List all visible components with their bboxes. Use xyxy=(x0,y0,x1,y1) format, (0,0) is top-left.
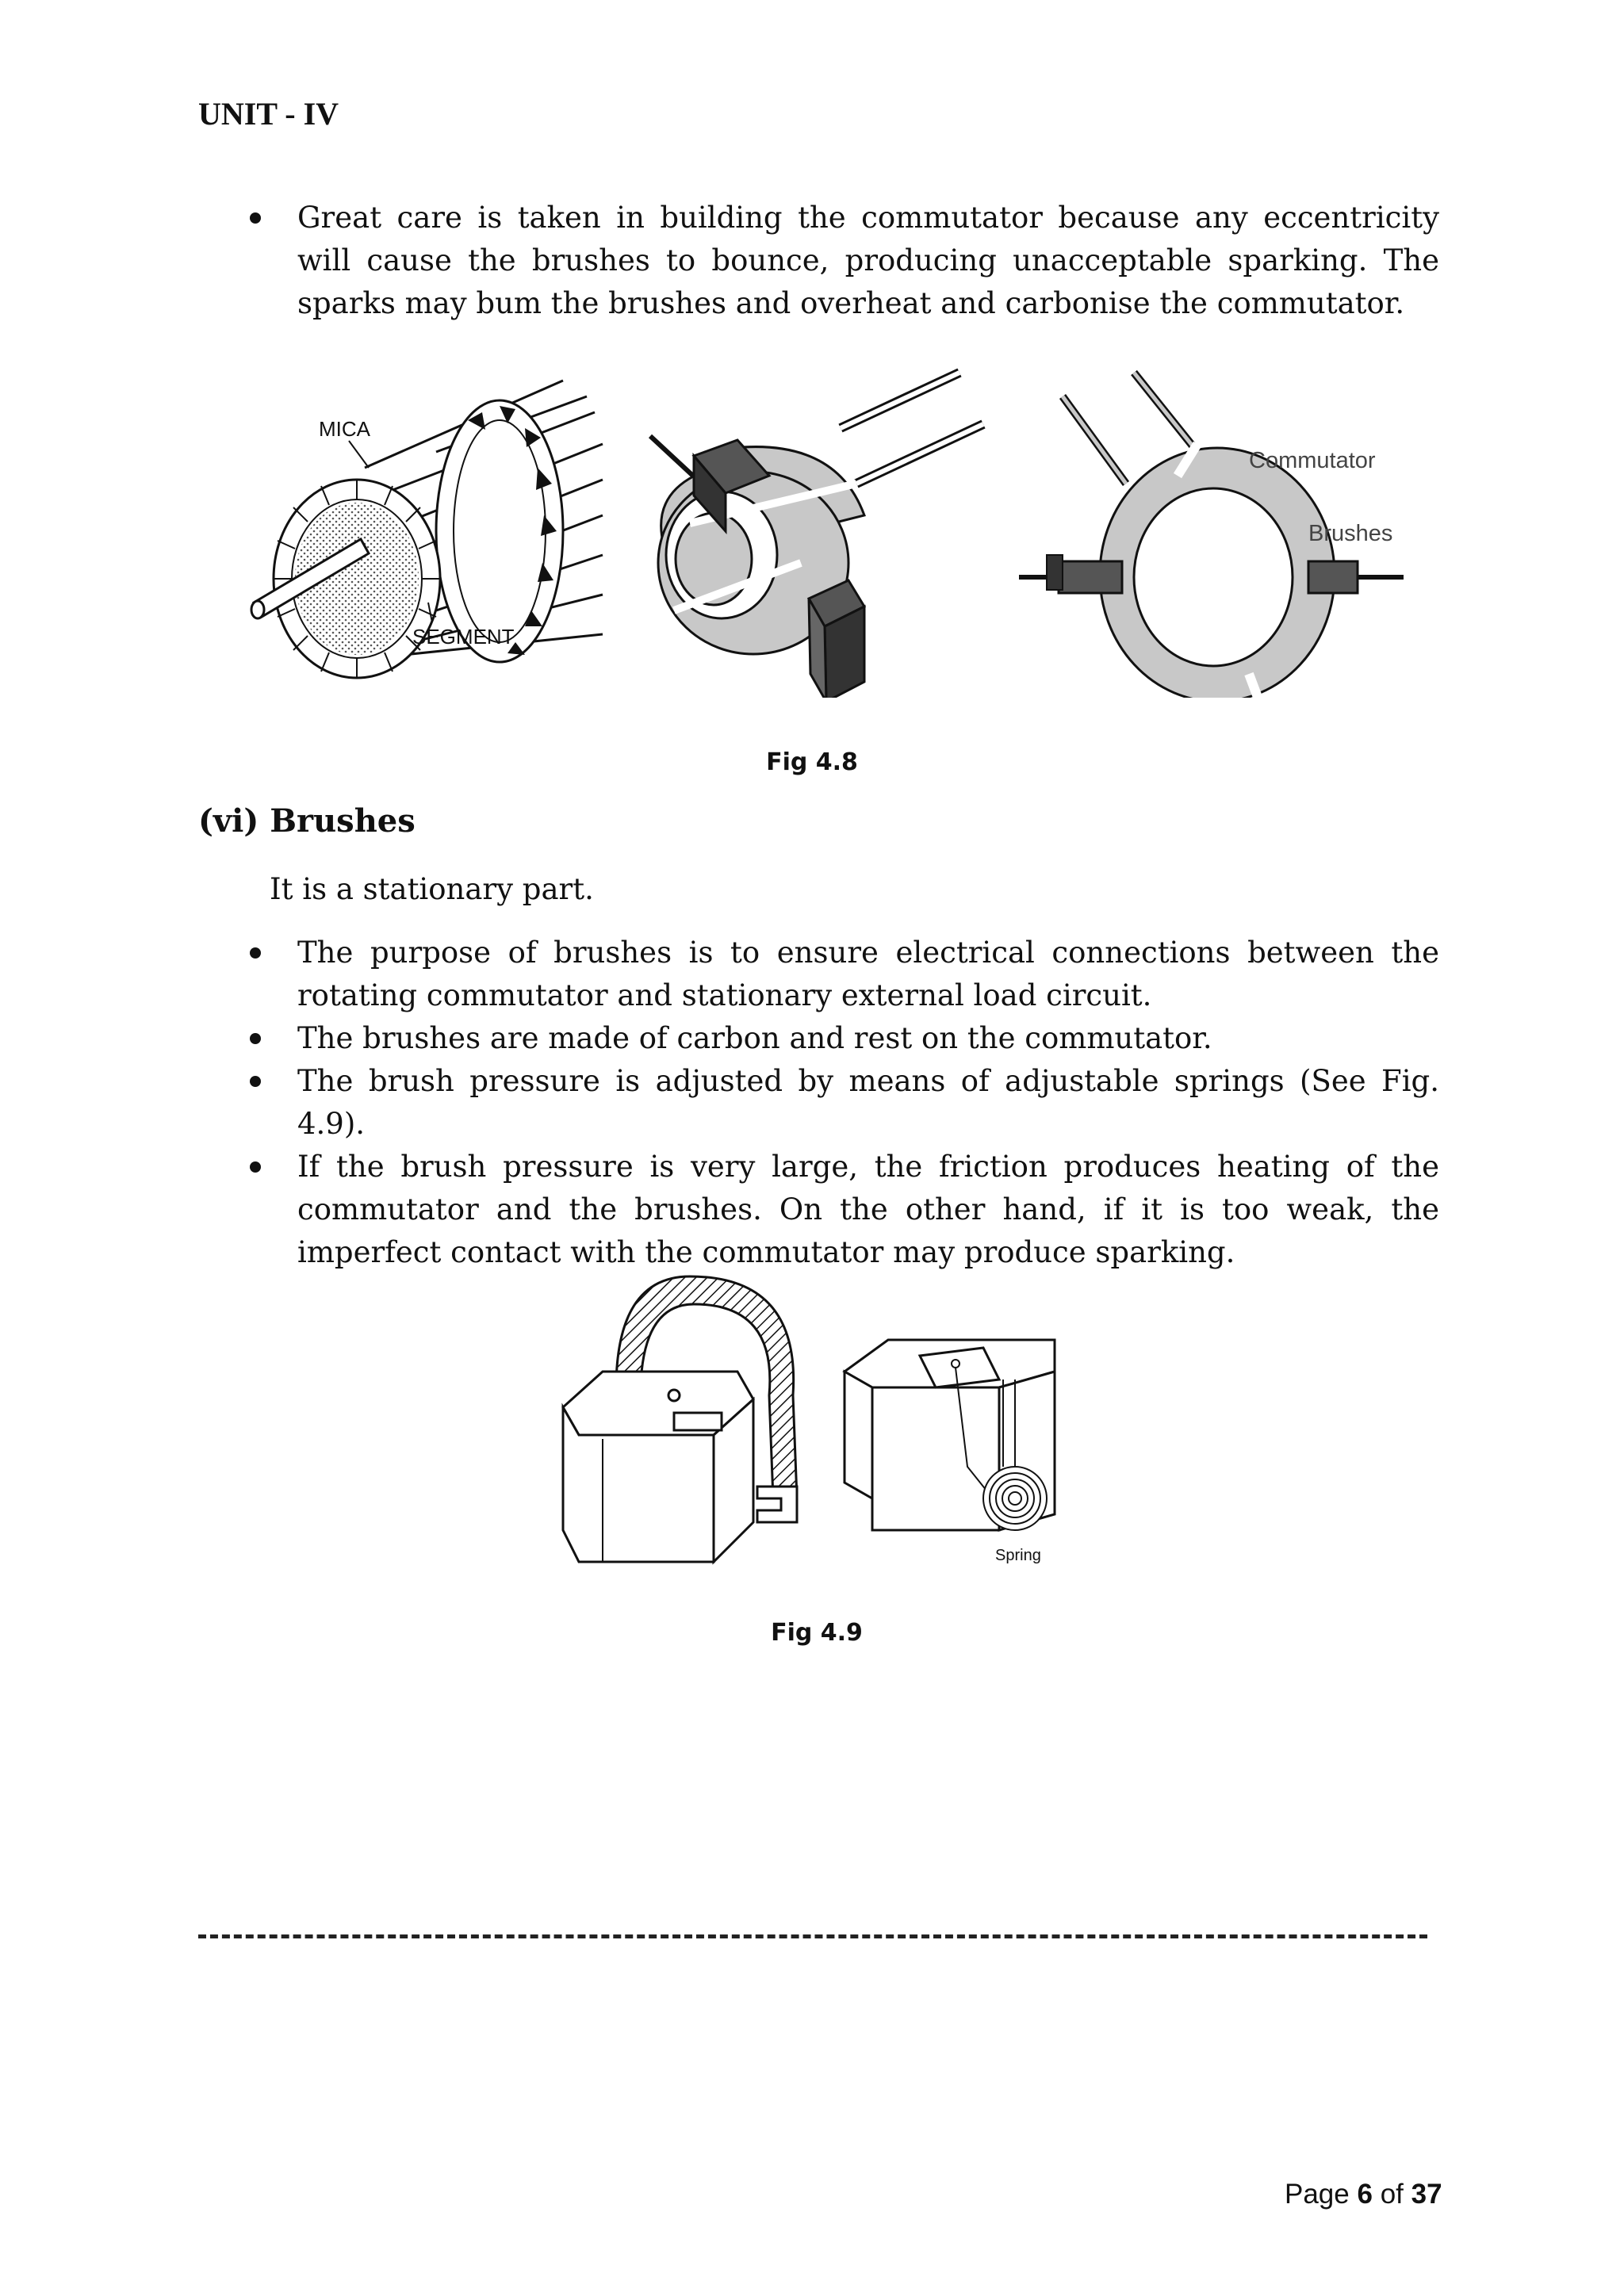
intro-bullet-list xyxy=(297,197,1439,325)
page-current: 6 xyxy=(1357,2179,1373,2210)
page-prefix: Page xyxy=(1285,2179,1350,2210)
page-total: 37 xyxy=(1411,2179,1442,2210)
footer-divider xyxy=(198,1934,1427,1938)
label-brushes: Brushes xyxy=(1308,521,1393,546)
figure-4-9 xyxy=(555,1261,1071,1594)
brushes-bullet-item: The brush pressure is adjusted by means of adjustable springs (See Fig. 4.9). xyxy=(297,1060,1439,1146)
brushes-bullet-item: If the brush pressure is very large, the friction produces heating of the commutator and the brushes. On the other hand, if it is too weak, the imperfect contact with the commutator may produce sparking. xyxy=(297,1146,1439,1274)
unit-title: UNIT - IV xyxy=(198,96,339,132)
carbon-brush-diagram xyxy=(563,1276,797,1562)
label-commutator: Commutator xyxy=(1249,448,1376,473)
brushes-bullet-item: The brushes are made of carbon and rest on the commutator. xyxy=(297,1017,1439,1060)
figure-4-8-caption: Fig 4.8 xyxy=(766,748,858,776)
brushes-bullet-list xyxy=(297,932,1439,1274)
figure-4-8 xyxy=(230,365,1427,698)
label-spring: Spring xyxy=(995,1547,1041,1564)
section-heading: (vi) Brushes xyxy=(198,802,416,840)
brush-holder-spring-diagram xyxy=(845,1340,1055,1564)
commutator-cutaway-diagram xyxy=(251,381,603,678)
page-number xyxy=(1285,2179,1442,2210)
figure-4-9-caption: Fig 4.9 xyxy=(771,1619,863,1647)
label-mica: MICA xyxy=(319,417,370,441)
split-ring-brushes-diagram xyxy=(650,373,983,698)
label-segment: SEGMENT xyxy=(412,625,515,649)
section-intro: It is a stationary part. xyxy=(270,872,594,906)
intro-bullet-item: Great care is taken in building the commutator because any eccentricity will cause the brushes to bounce, producing unacceptable sparking. The sparks may bum the brushes and overheat and carbonise the commutator. xyxy=(297,197,1439,325)
commutator-labelled-diagram xyxy=(1019,373,1404,698)
page-of: of xyxy=(1380,2179,1404,2210)
brushes-bullet-item: The purpose of brushes is to ensure electrical connections between the rotating commutator and stationary external load circuit. xyxy=(297,932,1439,1017)
